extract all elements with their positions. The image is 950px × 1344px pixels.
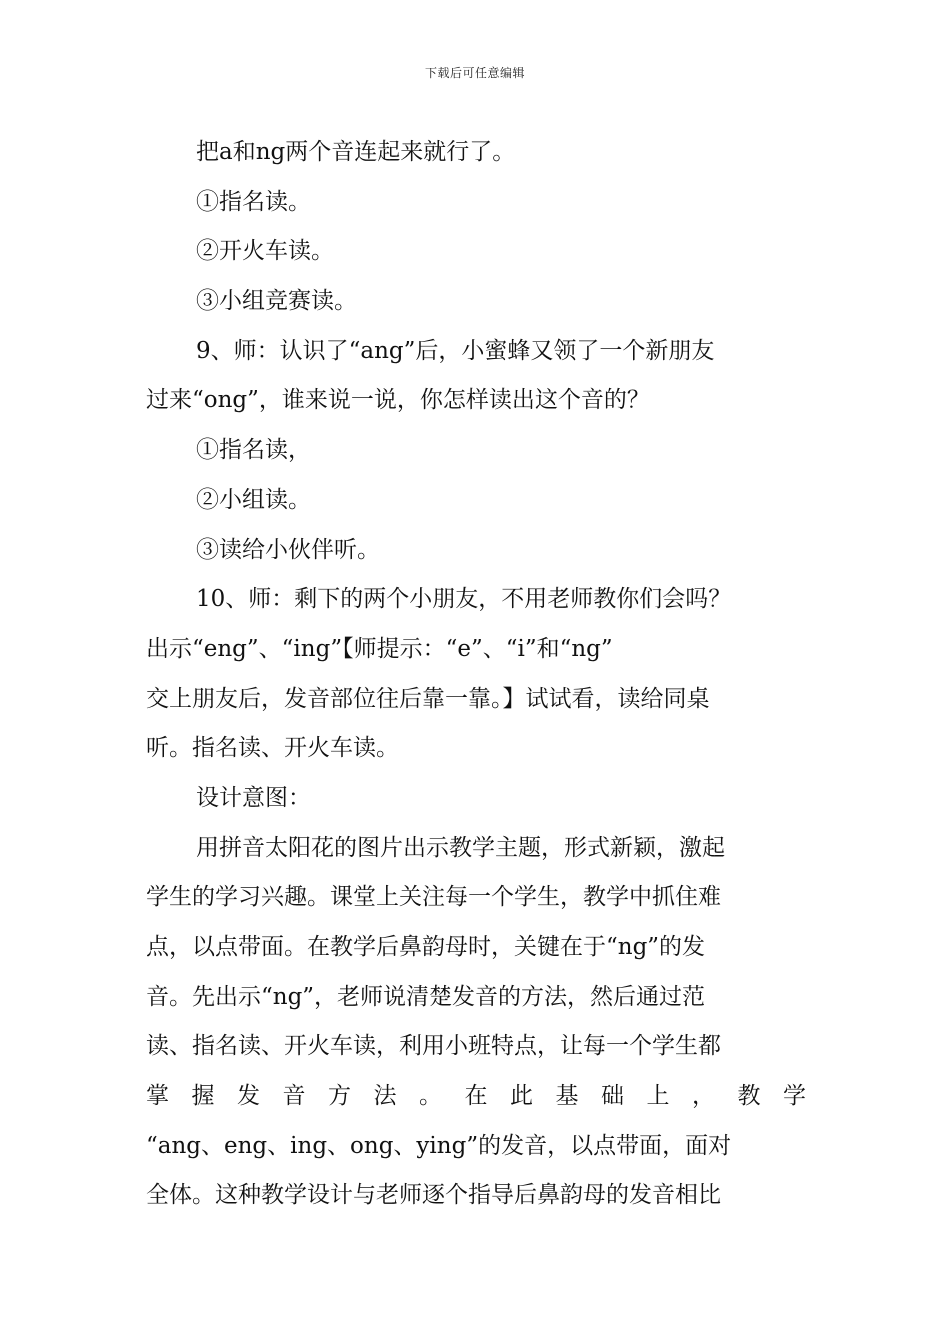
text-line: ②小组读。 xyxy=(196,486,311,513)
text-line: 9、师：认识了“ang”后，小蜜蜂又领了一个新朋友 xyxy=(196,337,715,364)
text-line: 过来“ong”，谁来说一说，你怎样读出这个音的？ xyxy=(146,387,650,414)
text-line: 10、师：剩下的两个小朋友，不用老师教你们会吗？ xyxy=(196,586,732,613)
text-line: 音。先出示“ng”，老师说清楚发音的方法，然后通过范 xyxy=(146,983,706,1010)
text-line xyxy=(146,1072,806,1122)
text-line: 设计意图： xyxy=(196,784,311,811)
text-line: ③读给小伙伴听。 xyxy=(196,536,380,563)
text-line: ①指名读， xyxy=(196,437,311,464)
text-line: 用拼音太阳花的图片出示教学主题，形式新颖，激起 xyxy=(196,834,725,861)
spread-char: 此 xyxy=(510,1083,533,1110)
spread-char: 学 xyxy=(783,1083,806,1110)
spread-char: 法 xyxy=(373,1083,397,1110)
spread-char: 教 xyxy=(737,1083,761,1110)
spread-char: 础 xyxy=(601,1083,624,1110)
text-line: 把a和ng两个音连起来就行了。 xyxy=(196,139,516,165)
text-line: ①指名读。 xyxy=(196,188,311,215)
text-line: 读、指名读、开火车读，利用小班特点，让每一个学生都 xyxy=(146,1033,721,1060)
text-line: ③小组竞赛读。 xyxy=(196,288,357,315)
text-line: ②开火车读。 xyxy=(196,238,334,265)
spread-char: 发 xyxy=(237,1083,260,1110)
text-line: 出示“eng”、“ing”【师提示：“e”、“i”和“ng” xyxy=(146,635,613,662)
spread-char: 方 xyxy=(328,1083,351,1110)
document-body xyxy=(146,128,806,1221)
spread-char: ， xyxy=(692,1083,715,1110)
text-line: 交上朋友后，发音部位往后靠一靠。】试试看，读给同桌 xyxy=(146,685,710,712)
text-line: 点，以点带面。在教学后鼻韵母时，关键在于“ng”的发 xyxy=(146,934,706,960)
spread-char: 掌 xyxy=(146,1083,169,1110)
spread-char: 。 xyxy=(419,1083,442,1110)
text-line: 学生的学习兴趣。课堂上关注每一个学生，教学中抓住难 xyxy=(146,884,721,911)
text-line: “ang、eng、ing、ong、ying”的发音，以点带面，面对 xyxy=(146,1132,732,1159)
spread-char: 上 xyxy=(646,1083,670,1110)
spread-char: 音 xyxy=(282,1083,306,1110)
text-line: 听。指名读、开火车读。 xyxy=(146,735,399,762)
text-line: 全体。这种教学设计与老师逐个指导后鼻韵母的发音相比 xyxy=(146,1182,721,1209)
spread-char: 基 xyxy=(555,1083,579,1110)
spread-char: 握 xyxy=(191,1083,215,1110)
page-header: 下载后可任意编辑 xyxy=(424,66,525,80)
spread-char: 在 xyxy=(464,1083,488,1110)
